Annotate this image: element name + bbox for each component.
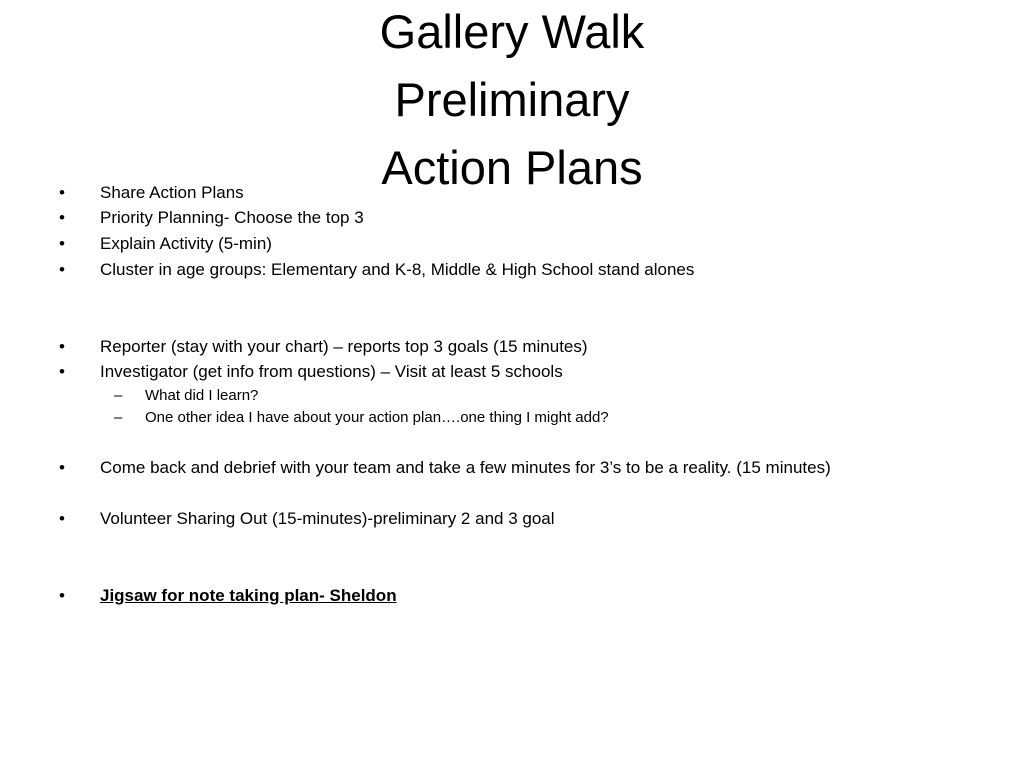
list-item (0, 181, 1000, 205)
title-line-1: Gallery Walk (379, 5, 645, 58)
list-item-text: Explain Activity (5-min) (100, 234, 272, 253)
sub-list-item (0, 385, 1000, 409)
list-item (0, 360, 1000, 384)
list-item (0, 584, 1000, 608)
bullet-marker: • (59, 458, 65, 477)
list-item-text: Priority Planning- Choose the top 3 (100, 208, 364, 227)
bullet-marker: • (59, 234, 65, 253)
list-item (0, 232, 1000, 256)
list-item-text: Volunteer Sharing Out (15-minutes)-preliminary 2 and 3 goal (100, 509, 555, 528)
list-item (0, 456, 1000, 480)
list-item-text: Cluster in age groups: Elementary and K-8, Middle & High School stand alones (100, 260, 695, 279)
sub-list-item-text: One other idea I have about your action plan….one thing I might add? (145, 409, 609, 426)
bullet-marker: • (59, 509, 65, 528)
sub-bullet-marker: – (114, 409, 123, 426)
list-item-text: Share Action Plans (100, 183, 244, 202)
list-item-text: Reporter (stay with your chart) – reports top 3 goals (15 minutes) (100, 337, 588, 356)
bullet-marker: • (59, 586, 65, 605)
list-item (0, 206, 1000, 230)
bullet-marker: • (59, 362, 65, 381)
list-item (0, 507, 1000, 531)
bullet-marker: • (59, 337, 65, 356)
list-item-text: Investigator (get info from questions) – Visit at least 5 schools (100, 362, 563, 381)
bullet-marker: • (59, 208, 65, 227)
sub-list-item-text: What did I learn? (145, 387, 259, 404)
title-line-2: Preliminary (394, 73, 630, 126)
list-item-text: Come back and debrief with your team and take a few minutes for 3’s to be a reality. (15 minutes) (100, 458, 831, 477)
bullet-marker: • (59, 183, 65, 202)
sub-list-item (0, 407, 1000, 431)
title-line-3: Action Plans (381, 141, 643, 194)
list-item-text: Jigsaw for note taking plan- Sheldon (100, 586, 397, 605)
list-item (0, 258, 1000, 282)
bullet-marker: • (59, 260, 65, 279)
sub-bullet-marker: – (114, 387, 123, 404)
list-item (0, 335, 1000, 359)
